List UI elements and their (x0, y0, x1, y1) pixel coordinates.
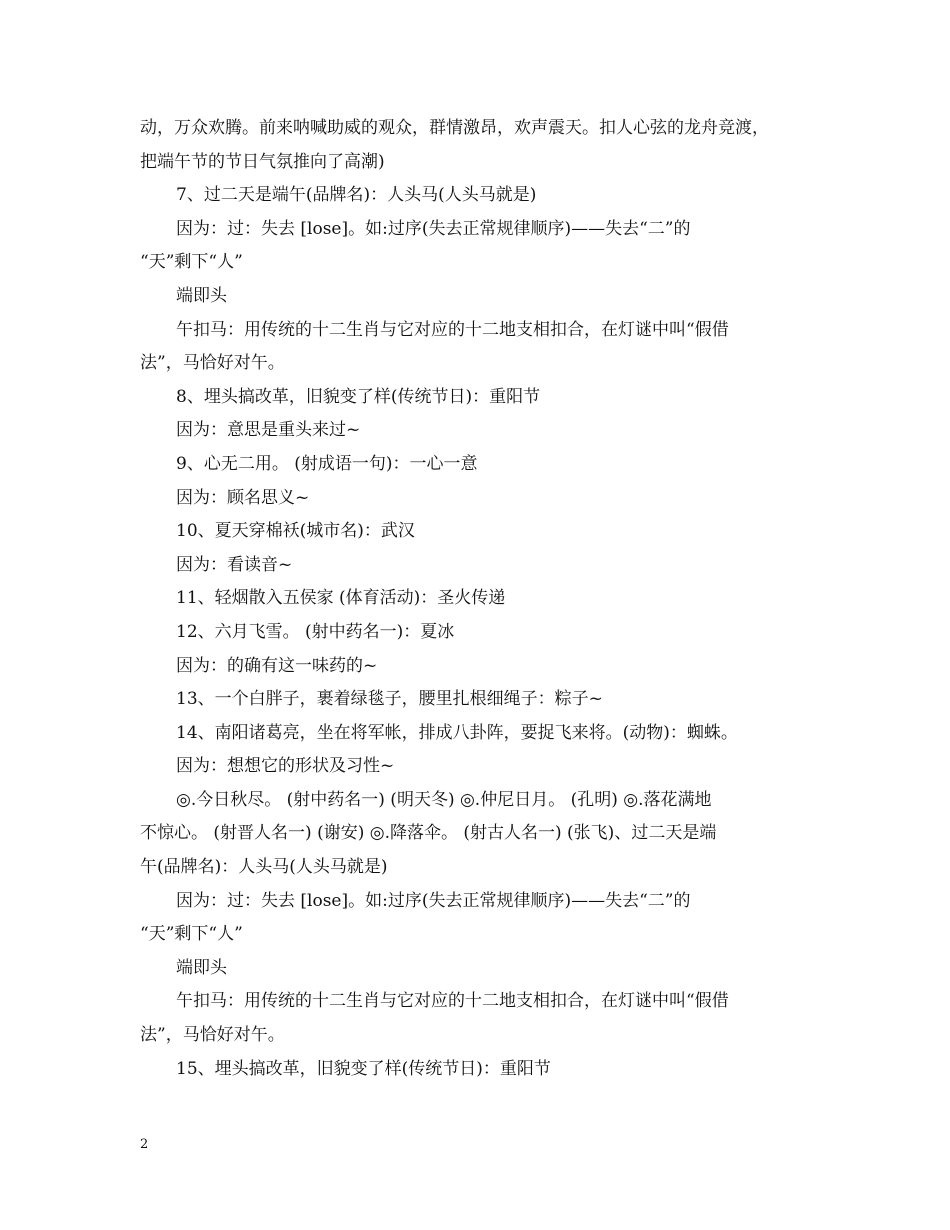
text-line: 不惊心。 (射晋人名一) (谢安) ◎.降落伞。 (射古人名一) (张飞)、过二天是端 (140, 823, 717, 844)
text-line: 法”，马恰好对午。 (140, 1025, 285, 1046)
page-number: 2 (140, 1137, 149, 1152)
text-line: 端即头 (176, 957, 227, 978)
text-line: 端即头 (176, 285, 227, 306)
text-line: 11、轻烟散入五侯家 (体育活动)：圣火传递 (176, 588, 506, 609)
text-line: “天”剩下“人” (140, 924, 243, 945)
text-line: 14、南阳诸葛亮，坐在将军帐，排成八卦阵，要捉飞来将。(动物)：蜘蛛。 (176, 722, 738, 743)
text-line: 因为：过：失去 [lose]。如:过序(失去正常规律顺序)——失去“二”的 (176, 890, 691, 911)
text-line: 因为：想想它的形状及习性~ (176, 756, 395, 777)
text-line: 午扣马：用传统的十二生肖与它对应的十二地支相扣合，在灯谜中叫“假借 (176, 319, 729, 340)
text-line: 法”，马恰好对午。 (140, 353, 285, 374)
text-line: 12、六月飞雪。 (射中药名一)：夏冰 (176, 621, 455, 642)
text-line: 因为：意思是重头来过~ (176, 420, 361, 441)
text-line: 9、心无二用。 (射成语一句)：一心一意 (176, 453, 478, 474)
text-line: 7、过二天是端午(品牌名)：人头马(人头马就是) (176, 185, 537, 206)
text-line: 因为：看读音~ (176, 554, 293, 575)
text-line: 动，万众欢腾。前来呐喊助威的观众，群情激昂，欢声震天。扣人心弦的龙舟竞渡， (140, 118, 769, 138)
text-line: 把端午节的节日气氛推向了高潮) (140, 151, 385, 172)
text-line: 午(品牌名)：人头马(人头马就是) (140, 857, 388, 878)
text-line: 10、夏天穿棉袄(城市名)：武汉 (176, 521, 415, 542)
text-line: 因为：过：失去 [lose]。如:过序(失去正常规律顺序)——失去“二”的 (176, 218, 691, 239)
text-line: “天”剩下“人” (140, 252, 243, 273)
text-line: 15、埋头搞改革，旧貌变了样(传统节日)：重阳节 (176, 1058, 551, 1079)
text-line: ◎.今日秋尽。 (射中药名一) (明天冬) ◎.仲尼日月。 (孔明) ◎.落花满地 (176, 789, 712, 810)
text-line: 8、埋头搞改革，旧貌变了样(传统节日)：重阳节 (176, 386, 541, 407)
text-line: 13、一个白胖子，裹着绿毯子，腰里扎根细绳子：粽子~ (176, 689, 603, 710)
document-body (140, 112, 840, 1086)
text-line: 因为：顾名思义~ (176, 487, 310, 508)
text-line: 因为：的确有这一味药的~ (176, 655, 378, 676)
text-line: 午扣马：用传统的十二生肖与它对应的十二地支相扣合，在灯谜中叫“假借 (176, 991, 729, 1012)
